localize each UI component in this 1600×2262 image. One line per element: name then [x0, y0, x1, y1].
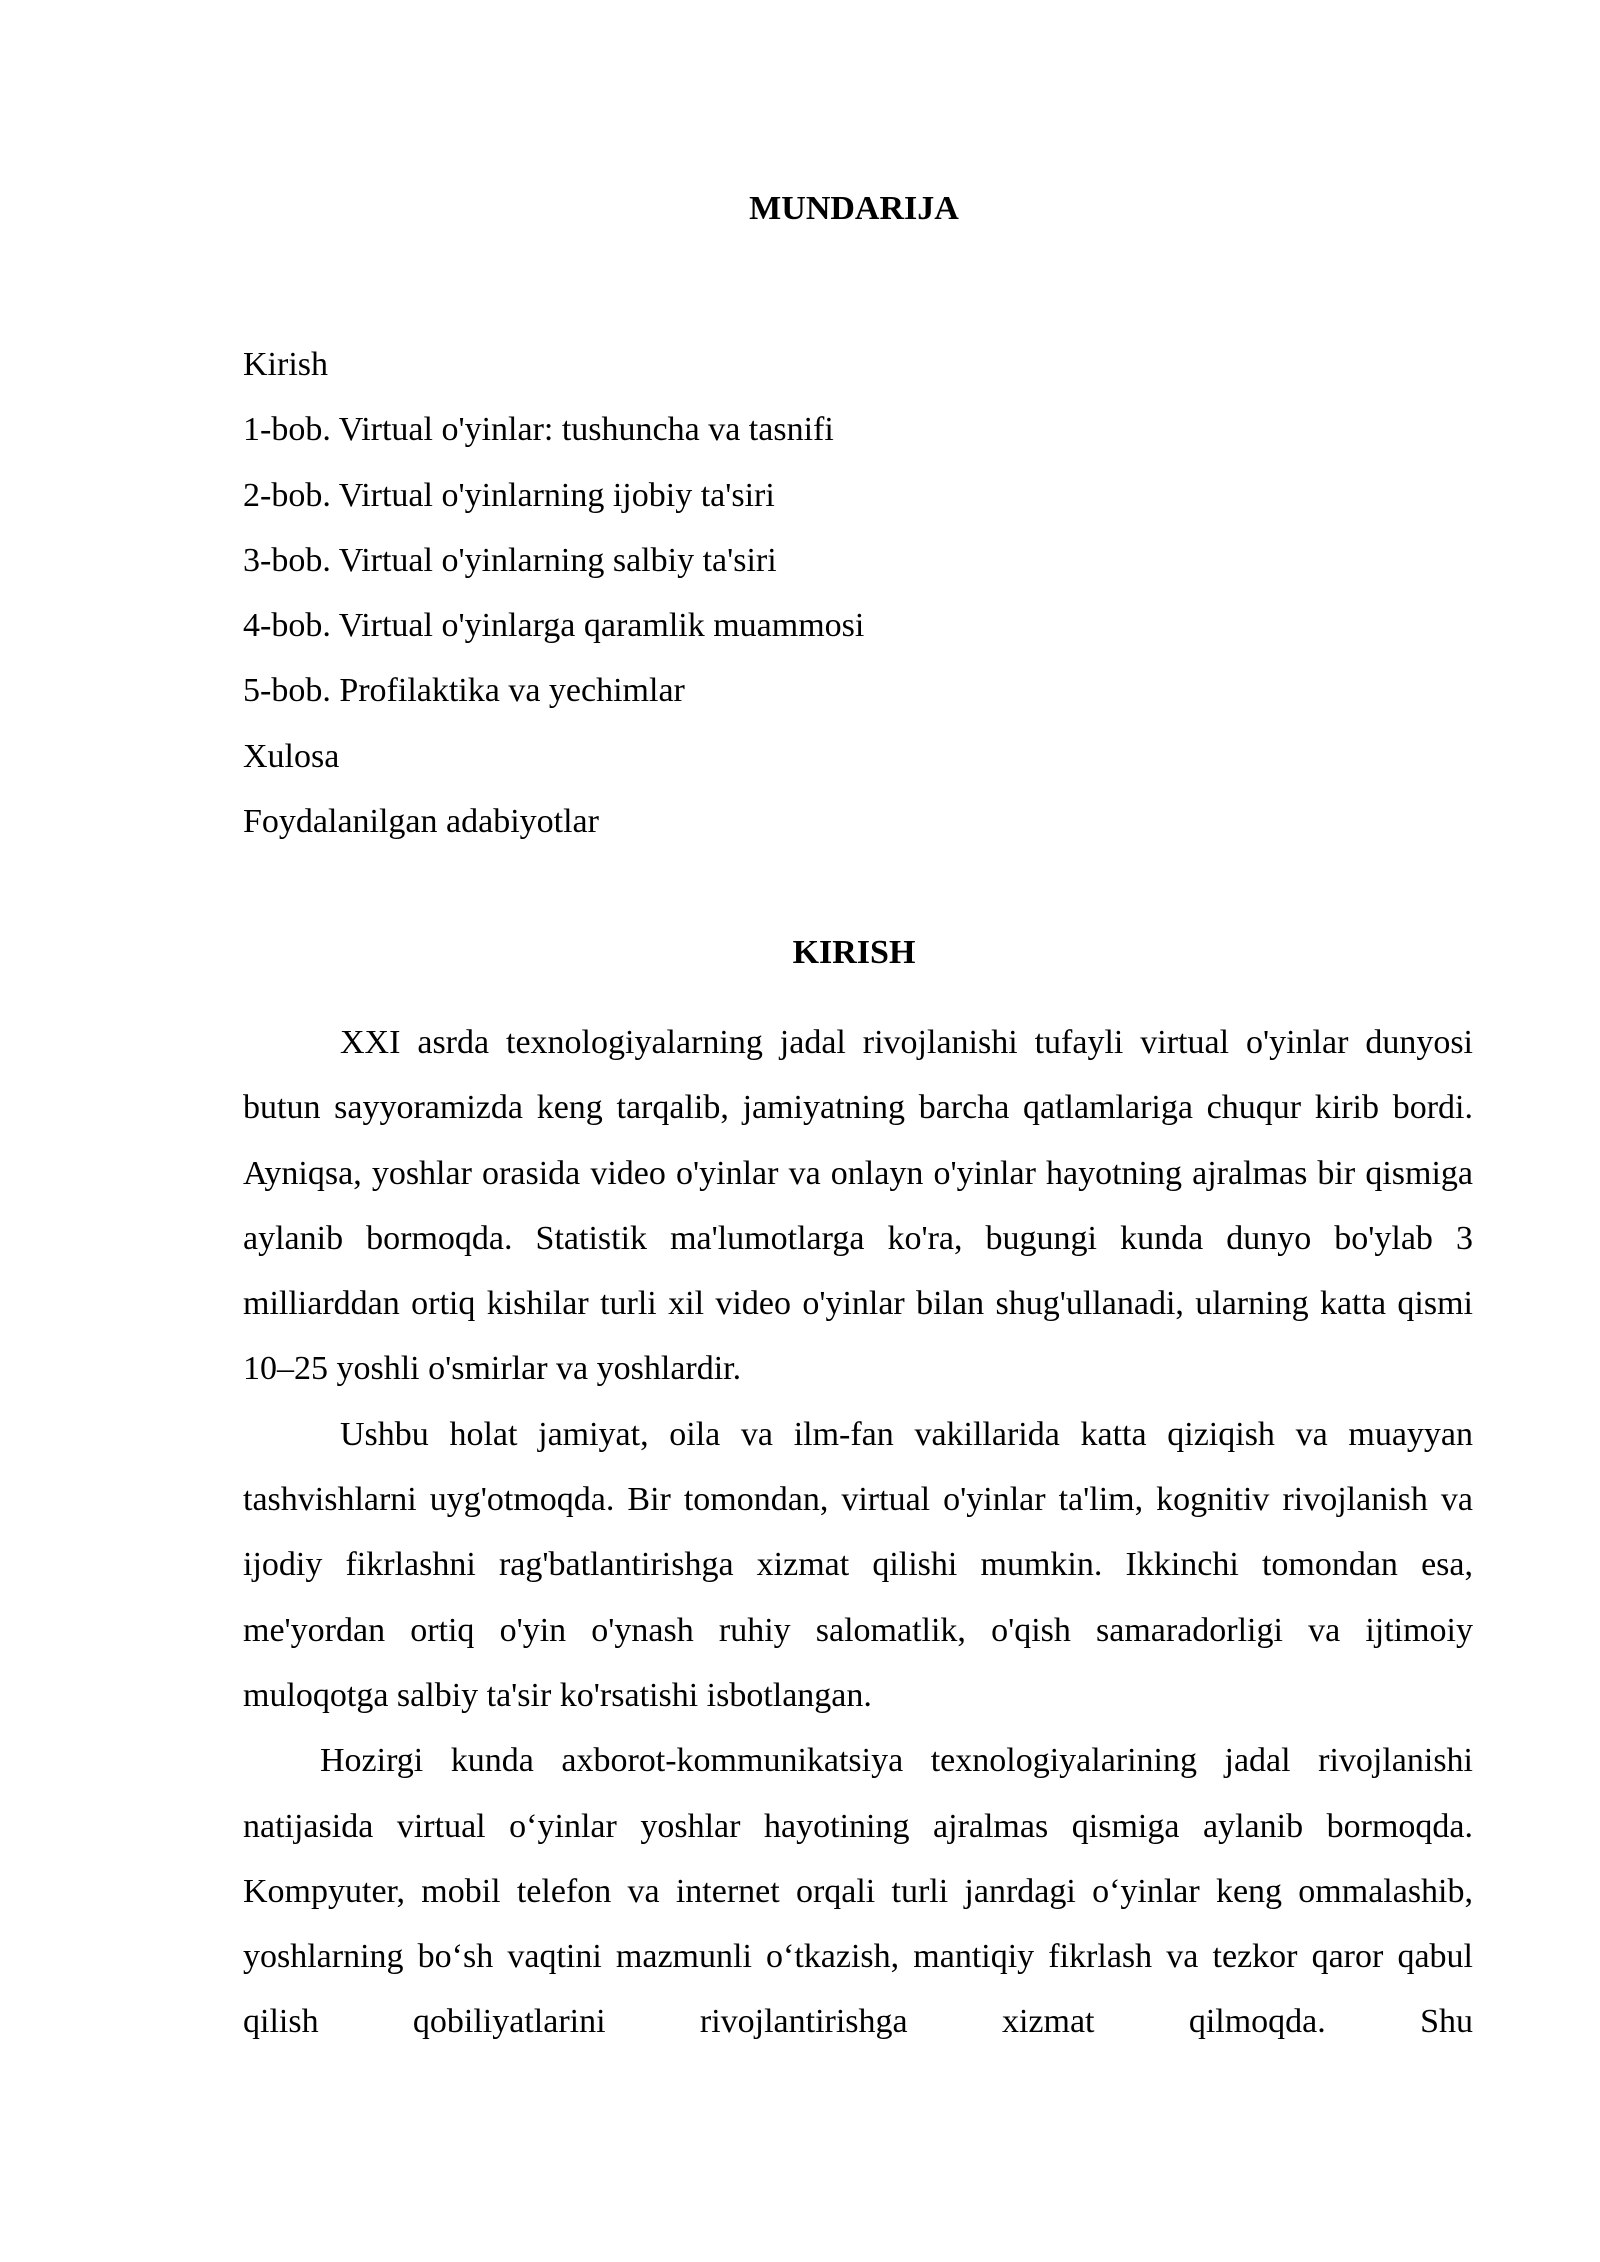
toc-item-chapter-2: 2-bob. Virtual o'yinlarning ijobiy ta'siri	[243, 476, 775, 514]
toc-item-chapter-3: 3-bob. Virtual o'yinlarning salbiy ta'siri	[243, 541, 777, 579]
intro-paragraph-2: Ushbu holat jamiyat, oila va ilm-fan vakillarida katta qiziqish va muayyan tashvishlarni uyg'otmoqda. Bir tomondan, virtual o'yinlar ta'lim, kognitiv rivojlanish va ijodiy fikrlashni rag'batlantirishga xizmat qilishi mumkin. Ikkinchi tomondan esa, me'yordan ortiq o'yin o'ynash ruhiy salomatlik, o'qish samaradorligi va ijtimoiy muloqotga salbiy ta'sir ko'rsatishi isbotlangan.	[243, 1415, 1473, 1714]
table-of-contents	[243, 332, 864, 854]
introduction-title: KIRISH	[792, 934, 916, 971]
introduction-body	[243, 1010, 1473, 2055]
toc-item-chapter-1: 1-bob. Virtual o'yinlar: tushuncha va tasnifi	[243, 411, 834, 449]
toc-item-chapter-4: 4-bob. Virtual o'yinlarga qaramlik muammosi	[243, 607, 865, 645]
toc-item-references: Foydalanilgan adabiyotlar	[243, 803, 599, 841]
toc-item-chapter-5: 5-bob. Profilaktika va yechimlar	[243, 672, 685, 710]
toc-item-kirish: Kirish	[243, 346, 328, 383]
toc-item-xulosa: Xulosa	[243, 737, 340, 775]
intro-paragraph-3: Hozirgi kunda axborot-kommunikatsiya texnologiyalarining jadal rivojlanishi natijasida virtual o‘yinlar yoshlar hayotining ajralmas qismiga aylanib bormoqda. Kompyuter, mobil telefon va internet orqali turli janrdagi o‘yinlar keng ommalashib, yoshlarning bo‘sh vaqtini mazmunli o‘tkazish, mantiqiy fikrlash va tezkor qaror qabul qilish qobiliyatlarini rivojlantirishga xizmat qilmoqda. Shu	[243, 1742, 1473, 2041]
table-of-contents-title: MUNDARIJA	[749, 190, 959, 227]
intro-paragraph-1: XXI asrda texnologiyalarning jadal rivojlanishi tufayli virtual o'yinlar dunyosi butun sayyoramizda keng tarqalib, jamiyatning barcha qatlamlariga chuqur kirib bordi. Ayniqsa, yoshlar orasida video o'yinlar va onlayn o'yinlar hayotning ajralmas bir qismiga aylanib bormoqda. Statistik ma'lumotlarga ko'ra, bugungi kunda dunyo bo'ylab 3 milliarddan ortiq kishilar turli xil video o'yinlar bilan shug'ullanadi, ularning katta qismi 10–25 yoshli o'smirlar va yoshlardir.	[243, 1024, 1473, 1388]
